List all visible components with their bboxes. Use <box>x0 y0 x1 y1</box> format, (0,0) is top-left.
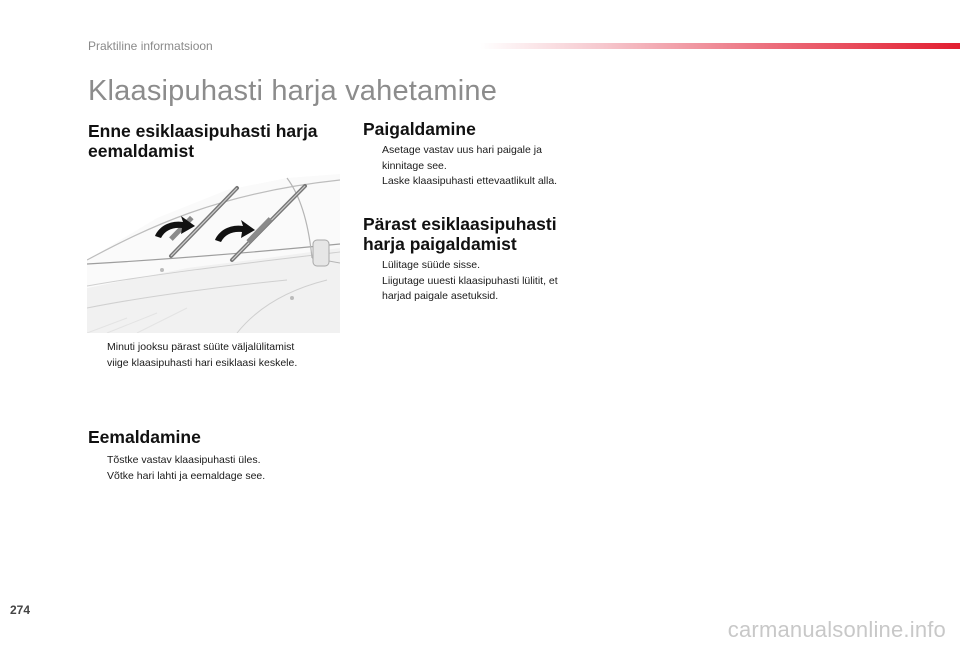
after-fitting-heading <box>363 214 557 254</box>
before-removal-heading-line1: Enne esiklaasipuhasti harja <box>88 121 318 141</box>
list-item: Lülitage süüde sisse. <box>382 259 481 271</box>
header-section-label: Praktiline informatsioon <box>88 39 213 53</box>
list-item: Tõstke vastav klaasipuhasti üles. <box>107 454 261 466</box>
removal-list <box>88 453 348 484</box>
watermark: carmanualsonline.info <box>727 617 946 642</box>
before-removal-heading-line2: eemaldamist <box>88 141 195 161</box>
windscreen-wiper-illustration <box>87 168 340 333</box>
after-fitting-heading-line2: harja paigaldamist <box>363 234 517 254</box>
before-removal-heading <box>88 121 318 161</box>
list-item: Laske klaasipuhasti ettevaatlikult alla. <box>382 175 558 187</box>
list-item: Võtke hari lahti ja eemaldage see. <box>107 469 266 482</box>
after-fitting-heading-line1: Pärast esiklaasipuhasti <box>363 214 557 234</box>
page-number: 274 <box>10 603 31 617</box>
before-removal-list <box>88 340 348 371</box>
removal-heading: Eemaldamine <box>88 427 201 447</box>
page-title: Klaasipuhasti harja vahetamine <box>88 75 498 107</box>
fitting-heading: Paigaldamine <box>363 119 476 139</box>
after-fitting-list <box>363 258 613 305</box>
list-item: Minuti jooksu pärast süüte väljalülitamist viige klaasipuhasti hari esiklaasi keskele. <box>107 341 298 369</box>
list-item: Liigutage uuesti klaasipuhasti lülitit, et harjad paigale asetuksid. <box>382 274 558 302</box>
fitting-list <box>363 143 613 190</box>
header-accent-bar <box>480 43 960 49</box>
list-item: Asetage vastav uus hari paigale ja kinnitage see. <box>382 144 542 172</box>
